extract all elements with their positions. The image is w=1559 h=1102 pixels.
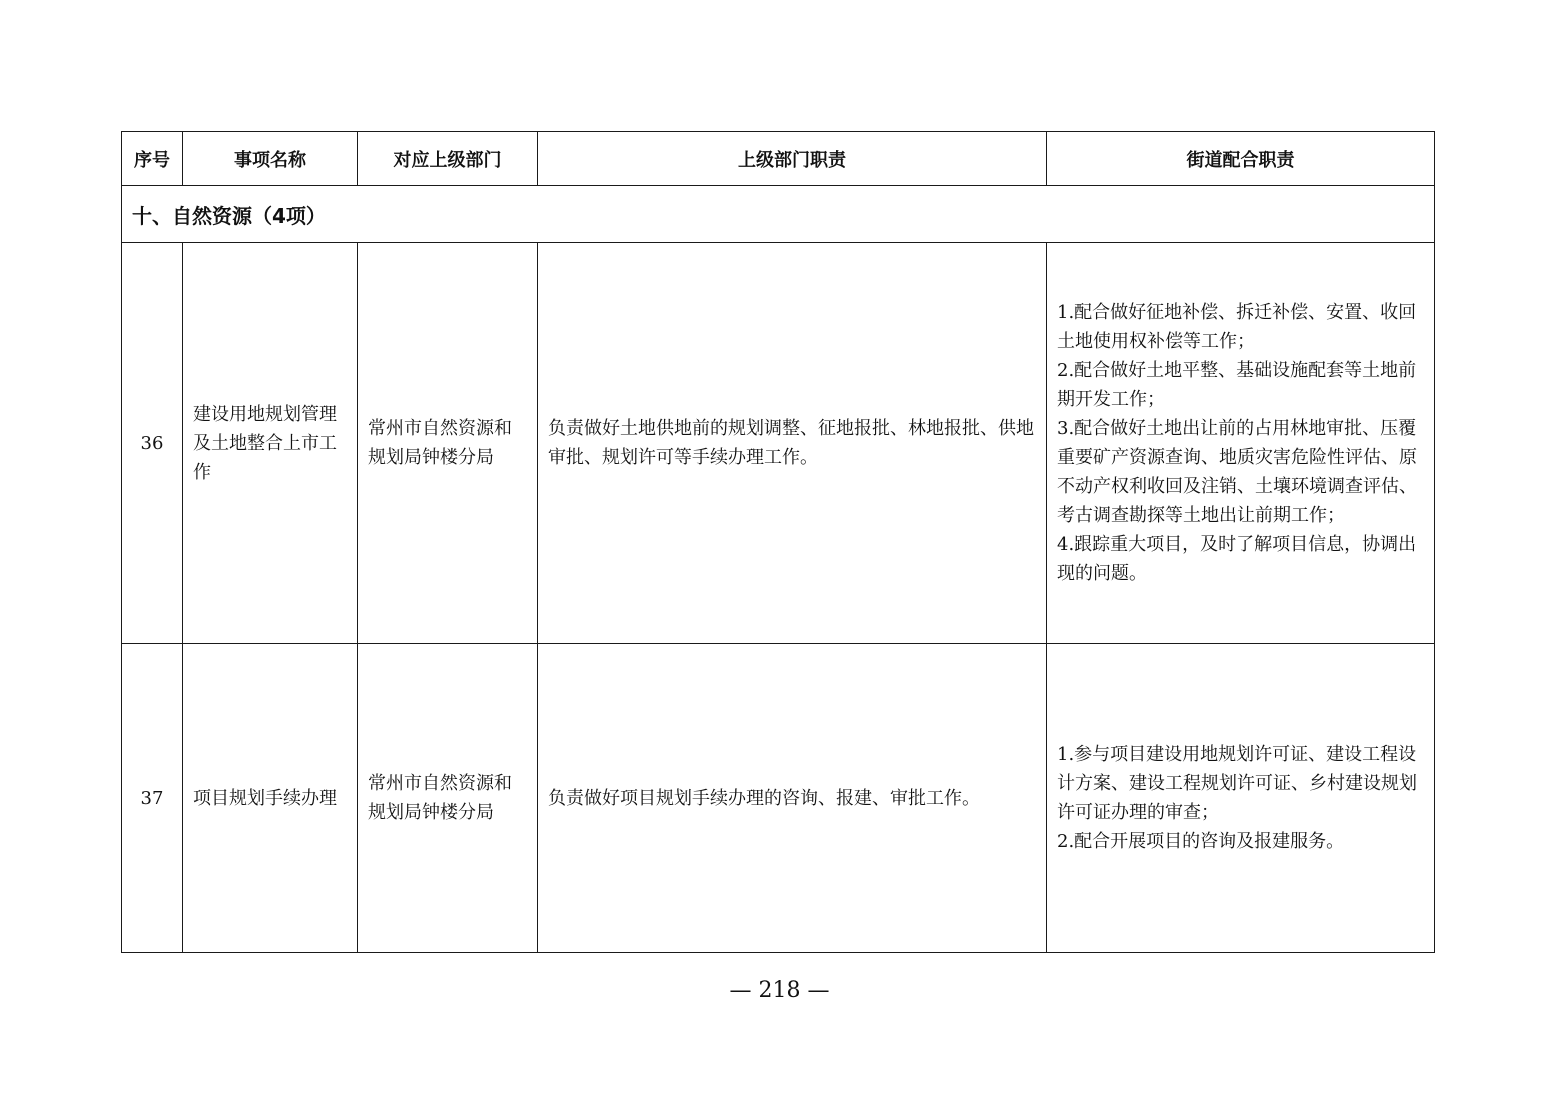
street-duty-line: 2.配合做好土地平整、基础设施配套等土地前期开发工作； — [1057, 360, 1417, 410]
header-seq: 序号 — [122, 132, 183, 186]
row-seq: 37 — [122, 644, 183, 953]
street-duty-line: 1.配合做好征地补偿、拆迁补偿、安置、收回土地使用权补偿等工作； — [1057, 302, 1417, 352]
table-row — [122, 644, 1435, 953]
row-superior-dept: 常州市自然资源和规划局钟楼分局 — [358, 644, 538, 953]
row-superior-duty: 负责做好土地供地前的规划调整、征地报批、林地报批、供地审批、规划许可等手续办理工作。 — [538, 243, 1047, 644]
header-superior-duty: 上级部门职责 — [538, 132, 1047, 186]
page-number: — 218 — — [729, 978, 830, 1003]
responsibility-table — [121, 131, 1435, 953]
row-item-name: 建设用地规划管理及土地整合上市工作 — [183, 243, 358, 644]
street-duty-line: 2.配合开展项目的咨询及报建服务。 — [1057, 831, 1345, 852]
header-item-name: 事项名称 — [183, 132, 358, 186]
street-duty-line: 1.参与项目建设用地规划许可证、建设工程设计方案、建设工程规划许可证、乡村建设规划许可证办理的审查； — [1057, 744, 1417, 823]
row-superior-dept: 常州市自然资源和规划局钟楼分局 — [358, 243, 538, 644]
street-duty-line: 4.跟踪重大项目，及时了解项目信息，协调出现的问题。 — [1057, 534, 1417, 584]
row-superior-duty: 负责做好项目规划手续办理的咨询、报建、审批工作。 — [538, 644, 1047, 953]
row-item-name: 项目规划手续办理 — [183, 644, 358, 953]
header-superior-dept: 对应上级部门 — [358, 132, 538, 186]
section-title: 十、自然资源（4项） — [122, 186, 1435, 243]
table-header-row — [122, 132, 1435, 186]
header-street-duty: 街道配合职责 — [1047, 132, 1435, 186]
table-row — [122, 243, 1435, 644]
section-row — [122, 186, 1435, 243]
row-street-duty — [1047, 644, 1435, 953]
row-street-duty — [1047, 243, 1435, 644]
row-seq: 36 — [122, 243, 183, 644]
street-duty-line: 3.配合做好土地出让前的占用林地审批、压覆重要矿产资源查询、地质灾害危险性评估、原不动产权利收回及注销、土壤环境调查评估、考古调查勘探等土地出让前期工作； — [1057, 418, 1417, 526]
responsibility-table-container — [121, 131, 1434, 953]
